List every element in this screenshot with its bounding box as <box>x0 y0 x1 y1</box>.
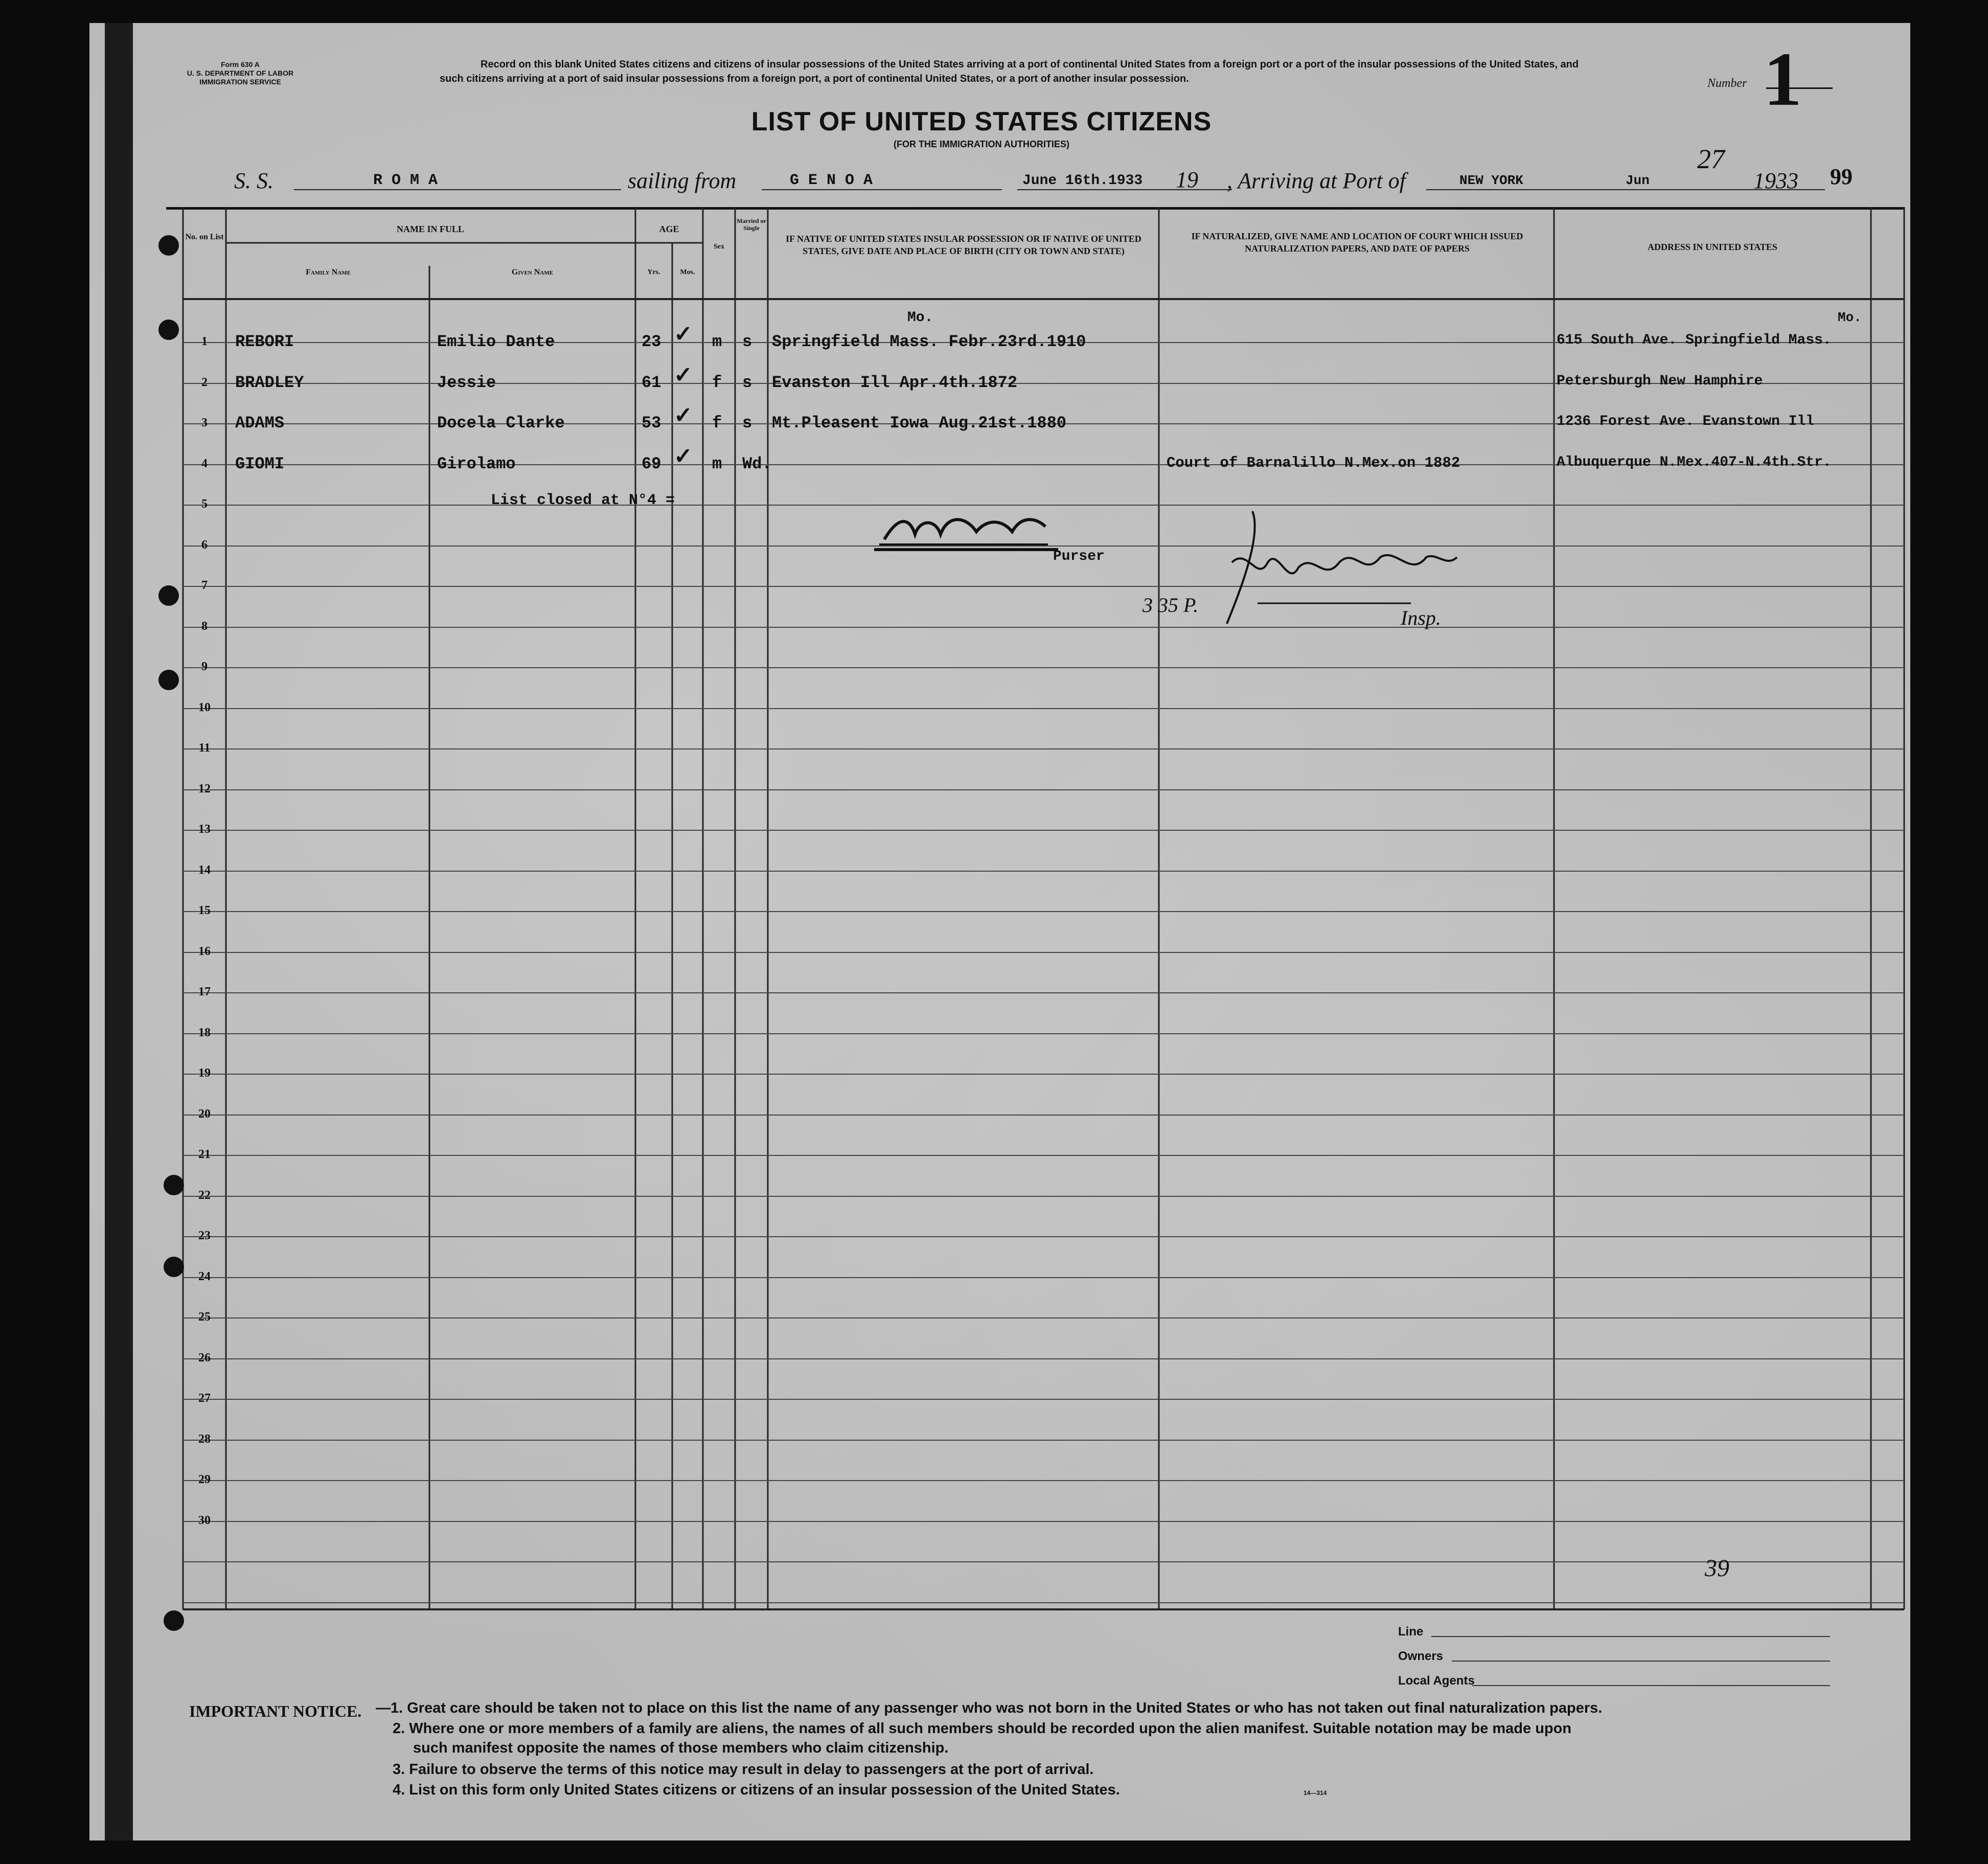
row-number: 2 <box>201 376 208 389</box>
row-number: 12 <box>198 782 211 795</box>
punch-hole <box>164 1175 184 1195</box>
stray-mark: 39 <box>1705 1555 1729 1582</box>
check-mark: ✓ <box>674 443 693 469</box>
address-cell: Albuquerque N.Mex.407-N.4th.Str. <box>1557 454 1832 470</box>
col-yrs: Yrs. <box>647 268 660 276</box>
col-given-name: Given Name <box>511 268 554 277</box>
row-number: 17 <box>198 985 211 998</box>
sex-cell: f <box>712 414 722 433</box>
form-number: Form 630 A <box>221 60 260 69</box>
instructions: Record on this blank United States citizens and citizens of insular possessions of the United States arriving at a port of continental United States from a foreign port or a port of the insular possessions of the United States, and such citizens arriving at a port of said insular possessions from a foreign port, a port of continental United States, or a port of another insular possession. <box>440 59 1579 84</box>
notice-item-3: 3. Failure to observe the terms of this notice may result in delay to passengers at the port of arrival. <box>393 1761 1094 1778</box>
birth-cell: Mt.Pleasent Iowa Aug.21st.1880 <box>772 414 1067 433</box>
row-number: 24 <box>198 1270 211 1283</box>
row-number: 15 <box>198 904 211 917</box>
row-number: 21 <box>198 1148 211 1161</box>
punch-hole <box>158 235 179 256</box>
birth-cell: Evanston Ill Apr.4th.1872 <box>772 373 1018 392</box>
number-label: Number <box>1707 77 1747 90</box>
owners-rule <box>1452 1661 1830 1662</box>
sailing-label: sailing from <box>628 168 737 193</box>
family-name-cell: BRADLEY <box>235 373 304 392</box>
row-number: 26 <box>198 1351 211 1365</box>
address-cell: 615 South Ave. Springfield Mass. <box>1557 332 1832 348</box>
check-mark: ✓ <box>674 362 693 388</box>
row-number: 10 <box>198 701 211 714</box>
row-number: 8 <box>201 620 208 633</box>
inspector-time: 3 35 P. <box>1142 594 1199 617</box>
line-label: Line <box>1398 1625 1424 1639</box>
notice-code: 14—314 <box>1304 1789 1327 1797</box>
row-number: 4 <box>201 457 208 470</box>
marital-status-cell: s <box>742 414 752 433</box>
col-no: No. on List <box>185 233 224 241</box>
row-number: 13 <box>198 823 211 836</box>
row-number: 14 <box>198 863 211 877</box>
purser-label: Purser <box>1053 549 1105 564</box>
line-rule <box>1431 1636 1830 1637</box>
sex-cell: m <box>712 454 722 473</box>
punch-hole <box>158 320 179 340</box>
row-number: 16 <box>198 945 211 958</box>
given-name-cell: Emilio Dante <box>437 332 555 351</box>
page-subtitle: (FOR THE IMMIGRATION AUTHORITIES) <box>894 139 1069 149</box>
row-number: 23 <box>198 1229 211 1242</box>
page-mark: 99 <box>1830 164 1853 189</box>
birth-annotation: Mo. <box>907 310 933 326</box>
age-years-cell: 61 <box>642 373 661 392</box>
marital-status-cell: Wd. <box>742 454 772 473</box>
address-cell: Petersburgh New Hamphire <box>1557 373 1763 389</box>
given-name-cell: Docela Clarke <box>437 414 565 433</box>
family-name-cell: ADAMS <box>235 414 285 433</box>
row-number: 1 <box>201 335 208 348</box>
notice-item-2: 2. Where one or more members of a family are aliens, the names of all such members should be recorded upon the alien manifest. Suitable notation may be made upon <box>393 1720 1572 1737</box>
given-name-cell: Jessie <box>437 373 496 392</box>
page-title: LIST OF UNITED STATES CITIZENS <box>751 107 1212 137</box>
punch-hole <box>158 670 179 690</box>
depart-year-suffix: 19 <box>1176 167 1198 192</box>
marital-status-cell: s <box>742 373 752 392</box>
punch-hole <box>164 1257 184 1277</box>
sex-cell: m <box>712 332 722 351</box>
row-number: 3 <box>201 416 208 429</box>
notice-item-4: 4. List on this form only United States citizens or citizens of an insular possession of the United States. <box>393 1782 1120 1798</box>
punch-hole <box>158 585 179 606</box>
ship-name: R O M A <box>373 172 438 189</box>
age-years-cell: 53 <box>642 414 661 433</box>
row-number: 30 <box>198 1514 211 1527</box>
col-sex: Sex <box>714 243 724 251</box>
agents-rule <box>1472 1685 1830 1686</box>
arrive-year: 1933 <box>1753 168 1798 193</box>
number-value: 1 <box>1764 37 1802 122</box>
col-naturalized: IF NATURALIZED, GIVE NAME AND LOCATION OF COURT WHICH ISSUED NATURALIZATION PAPERS, AND DATE OF PAPERS <box>1191 231 1523 254</box>
check-mark: ✓ <box>674 321 693 347</box>
list-closed-note: List closed at N°4 = <box>491 492 675 509</box>
col-mos: Mos. <box>680 268 695 276</box>
port-from: G E N O A <box>790 172 873 189</box>
row-number: 7 <box>201 579 208 592</box>
col-married: Married or Single <box>737 217 766 232</box>
notice-item-1: —1. Great care should be taken not to place on this list the name of any passenger who was not born in the United States or who has not taken out final naturalization papers. <box>376 1700 1603 1716</box>
arriving-label: , Arriving at Port of <box>1227 168 1406 193</box>
marital-status-cell: s <box>742 332 752 351</box>
family-name-cell: REBORI <box>235 332 294 351</box>
service-name: IMMIGRATION SERVICE <box>199 78 281 86</box>
row-number: 9 <box>201 660 208 673</box>
col-address: ADDRESS IN UNITED STATES <box>1648 242 1777 252</box>
row-number: 28 <box>198 1433 211 1446</box>
birth-cell: Springfield Mass. Febr.23rd.1910 <box>772 332 1086 351</box>
row-number: 5 <box>201 497 208 511</box>
agents-label: Local Agents <box>1398 1674 1475 1688</box>
col-birth: IF NATIVE OF UNITED STATES INSULAR POSSESSION OR IF NATIVE OF UNITED STATES, GIVE DATE AND PLACE OF BIRTH (CITY OR TOWN AND STATE) <box>786 234 1141 256</box>
sex-cell: f <box>712 373 722 392</box>
punch-hole <box>164 1610 184 1631</box>
depart-date: June 16th.1933 <box>1022 173 1143 189</box>
age-years-cell: 69 <box>642 454 661 473</box>
notice-item-2b: such manifest opposite the names of those members who claim citizenship. <box>413 1740 949 1756</box>
naturalization-cell: Court of Barnalillo N.Mex.on 1882 <box>1167 454 1460 471</box>
col-name-in-full: NAME IN FULL <box>396 224 464 234</box>
col-age: AGE <box>659 224 679 234</box>
inspector-label: Insp. <box>1401 606 1441 629</box>
arrive-month: Jun <box>1626 173 1650 188</box>
address-cell: 1236 Forest Ave. Evanstown Ill <box>1557 414 1815 429</box>
family-name-cell: GIOMI <box>235 454 285 473</box>
row-number: 25 <box>198 1310 211 1324</box>
given-name-cell: Girolamo <box>437 454 516 473</box>
col-family-name: Family Name <box>306 268 351 277</box>
ss-label: S. S. <box>234 168 273 193</box>
row-number: 11 <box>198 741 211 755</box>
row-number: 29 <box>198 1473 211 1486</box>
address-annotation: Mo. <box>1838 310 1862 325</box>
row-number: 20 <box>198 1107 211 1121</box>
row-number: 22 <box>198 1189 211 1202</box>
arrive-day: 27 <box>1697 144 1725 174</box>
age-years-cell: 23 <box>642 332 661 351</box>
department-name: U. S. DEPARTMENT OF LABOR <box>187 69 294 77</box>
row-number: 6 <box>201 538 208 552</box>
port-to: NEW YORK <box>1459 173 1523 188</box>
purser-signature <box>864 504 1084 560</box>
row-number: 27 <box>198 1392 211 1405</box>
row-number: 19 <box>198 1066 211 1080</box>
row-number: 18 <box>198 1026 211 1039</box>
inspector-signature <box>1217 506 1482 639</box>
owners-label: Owners <box>1398 1649 1444 1663</box>
check-mark: ✓ <box>674 402 693 428</box>
notice-heading: IMPORTANT NOTICE. <box>189 1702 362 1720</box>
